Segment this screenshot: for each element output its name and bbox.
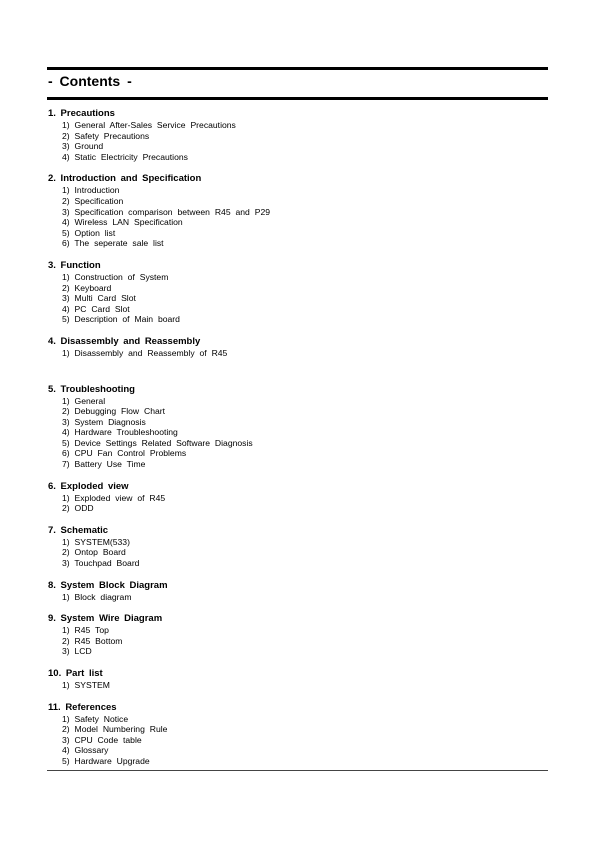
page-title: - Contents - <box>48 73 132 89</box>
section-heading: 10. Part list <box>48 668 103 679</box>
toc-item: 4) PC Card Slot <box>62 303 130 314</box>
toc-item: 5) Hardware Upgrade <box>62 755 150 766</box>
toc-item: 4) Hardware Troubleshooting <box>62 427 178 438</box>
toc-section-function <box>48 260 548 325</box>
table-of-contents <box>48 108 548 778</box>
toc-item: 1) General <box>62 395 106 406</box>
section-heading: 8. System Block Diagram <box>48 579 168 591</box>
toc-item: 1) R45 Top <box>62 625 109 636</box>
toc-item: 3) System Diagnosis <box>62 416 146 427</box>
toc-item: 1) Disassembly and Reassembly of R45 <box>62 347 228 358</box>
toc-item: 1) Block diagram <box>62 591 132 602</box>
section-heading: 2. Introduction and Specification <box>48 173 202 185</box>
toc-item: 2) Keyboard <box>62 282 112 293</box>
toc-section-wire-diagram <box>48 613 548 657</box>
toc-item: 2) R45 Bottom <box>62 635 123 646</box>
section-item-list <box>48 185 548 249</box>
section-heading: 3. Function <box>48 259 101 271</box>
bottom-rule <box>47 770 548 771</box>
toc-section-schematic <box>48 525 548 569</box>
toc-item: 4) Static Electricity Precautions <box>62 151 188 162</box>
toc-item: 3) CPU Code table <box>62 734 142 745</box>
toc-section-exploded-view <box>48 481 548 514</box>
toc-item: 1) Exploded view of R45 <box>62 492 166 503</box>
top-rule <box>47 67 548 70</box>
toc-item: 4) Wireless LAN Specification <box>62 217 183 228</box>
toc-item: 1) Construction of System <box>62 271 169 282</box>
section-item-list <box>48 537 548 569</box>
section-heading: 4. Disassembly and Reassembly <box>48 335 201 347</box>
section-heading: 11. References <box>48 701 117 713</box>
toc-item: 5) Option list <box>62 227 116 238</box>
toc-item: 4) Glossary <box>62 745 109 756</box>
toc-section-references <box>48 702 548 767</box>
toc-item: 6) The seperate sale list <box>62 238 164 249</box>
section-heading: 9. System Wire Diagram <box>48 613 163 625</box>
toc-item: 1) Safety Notice <box>62 713 129 724</box>
toc-section-disassembly <box>48 336 548 359</box>
toc-section-introduction <box>48 173 548 249</box>
section-item-list <box>48 680 548 691</box>
toc-item: 1) Introduction <box>62 185 120 196</box>
section-item-list <box>48 348 548 359</box>
toc-item: 3) Touchpad Board <box>62 558 140 569</box>
section-item-list <box>48 625 548 657</box>
toc-item: 2) Specification <box>62 195 124 206</box>
toc-item: 2) Model Numbering Rule <box>62 724 168 735</box>
section-heading: 7. Schematic <box>48 524 109 536</box>
section-heading: 6. Exploded view <box>48 480 129 492</box>
toc-section-precautions <box>48 108 548 162</box>
toc-section-block-diagram <box>48 580 548 603</box>
section-item-list <box>48 592 548 603</box>
toc-section-part-list <box>48 668 548 691</box>
section-heading: 5. Troubleshooting <box>48 383 135 395</box>
toc-item: 1) SYSTEM <box>62 680 110 690</box>
section-item-list <box>48 396 548 470</box>
section-heading: 1. Precautions <box>48 108 115 119</box>
toc-item: 1) General After-Sales Service Precautions <box>62 120 236 130</box>
section-item-list <box>48 493 548 514</box>
title-underline-rule <box>47 97 548 100</box>
toc-item: 5) Description of Main board <box>62 314 180 325</box>
section-item-list <box>48 120 548 162</box>
toc-item: 2) Debugging Flow Chart <box>62 406 166 417</box>
toc-item: 1) SYSTEM(533) <box>62 536 130 547</box>
toc-item: 3) LCD <box>62 646 92 657</box>
toc-item: 2) Safety Precautions <box>62 130 150 141</box>
toc-item: 6) CPU Fan Control Problems <box>62 448 187 459</box>
toc-item: 5) Device Settings Related Software Diagnosis <box>62 437 253 448</box>
toc-section-troubleshooting <box>48 384 548 470</box>
toc-item: 3) Multi Card Slot <box>62 293 136 304</box>
toc-item: 2) ODD <box>62 503 94 514</box>
toc-item: 3) Ground <box>62 141 104 152</box>
section-item-list <box>48 714 548 767</box>
toc-item: 3) Specification comparison between R45 and P29 <box>62 206 270 217</box>
toc-item: 7) Battery Use Time <box>62 459 146 470</box>
toc-item: 2) Ontop Board <box>62 547 126 558</box>
section-item-list <box>48 272 548 325</box>
